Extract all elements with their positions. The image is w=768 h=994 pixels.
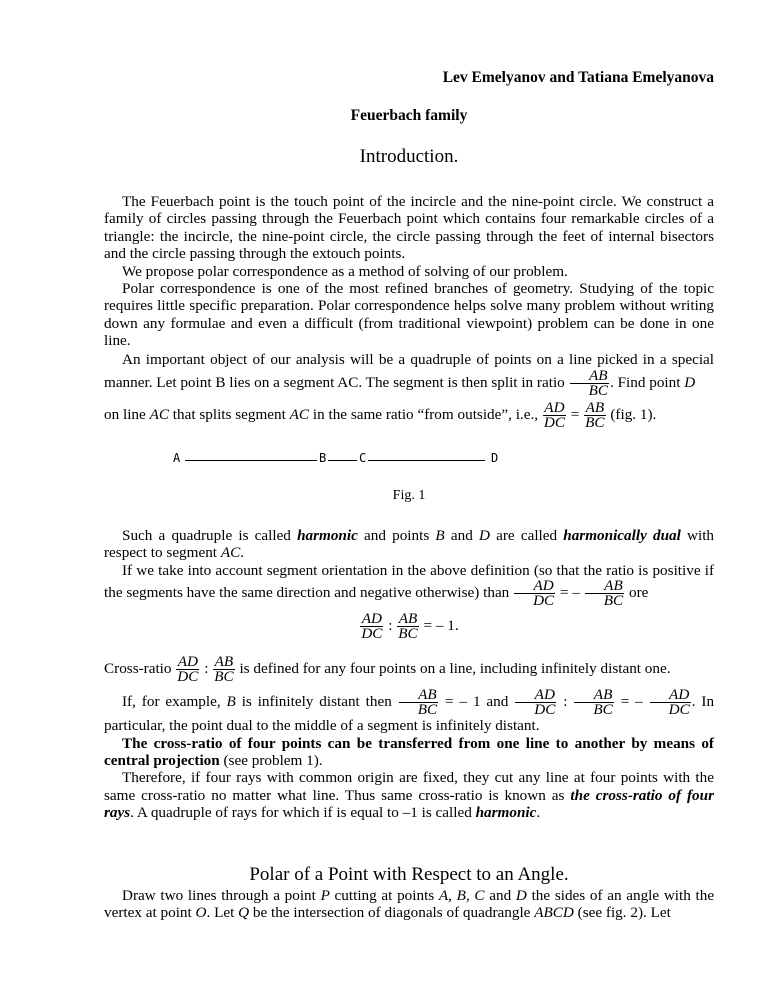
equation-cross-ratio: $\frac{AD}{DC}$ : $\frac{AB}{BC}$ = – 1. bbox=[361, 610, 459, 643]
point-label-d: D bbox=[491, 451, 499, 465]
polar-text: Draw two lines through a point P cutting at points A, B, C and D the sides of an angle with the vertex at point O. Let Q be the intersection of diagonals of quadrangle ABCD (see fig. 2). Let bbox=[104, 887, 715, 922]
paragraph: An important object of our analysis will be a quadruple of points on a line picked in a special manner. Let point B lies on a segment AC. The segment is then split in ratio $\frac{AB}{BC}$ . Find point D bbox=[104, 350, 714, 399]
figure-1-caption: Fig. 1 bbox=[392, 488, 426, 503]
paragraph: on line AC that splits segment AC in the same ratio “from outside”, i.e., $\frac{AD}{DC}$ = $\frac{AB}{BC}$ (fig. 1). bbox=[104, 398, 657, 431]
paragraph: Polar correspondence is one of the most refined branches of geometry. Studying of the topic requires little specific preparation. Polar correspondence helps solve many problem without writing down any formulae and even a difficult (from traditional viewpoint) problem can be done in one line. bbox=[104, 280, 714, 350]
authors: Lev Emelyanov and Tatiana Emelyanova bbox=[442, 69, 714, 86]
point-label-c: C bbox=[357, 450, 368, 467]
paragraph: We propose polar correspondence as a method of solving of our problem. bbox=[122, 262, 568, 280]
book-title: Feuerbach family bbox=[350, 107, 468, 124]
section-title-polar: Polar of a Point with Respect to an Angle. bbox=[249, 864, 569, 885]
point-label-a: A bbox=[173, 451, 181, 465]
fraction-ab-bc: $\frac{AB}{BC}$ bbox=[585, 398, 605, 431]
harmonic-text: Such a quadruple is called harmonic and points B and D are called harmonically dual with respect to segment AC. If we take into account segment orientation in the above definition (so that the ratio is positive if the segments have the same direction and negative otherwise) than $\frac{AD}{DC}$ = – $\frac{AB}{BC}$ ore $\frac{AD}{DC}$ : $\frac{AB}{BC}$ = – 1. Cross-ratio $\frac{AD}{DC}$ : $\frac{AB}{BC}$ is defined for any four points on a line, including infinitely distant one. If, for example, B is infinitely distant then $\frac{AB}{BC}$ = – 1 and $\frac{AD}{DC}$ : $\frac{AB}{BC}$ = – $\frac{AD}{DC}$ . In particular, the point dual to the middle of a segment is infinitely distant. The cross-ratio of four points can be transferred from one line to another by means of central projection (see problem 1). Therefore, if four rays with common origin are fixed, they cut any line at four points with the same cross-ratio no matter what line. Thus same cross-ratio is known as the cross-ratio of four rays. A quadruple of rays for which if is equal to –1 is called harmonic. bbox=[104, 527, 715, 822]
point-label-b: B bbox=[317, 450, 328, 467]
intro-text bbox=[104, 193, 714, 430]
section-title-introduction: Introduction. bbox=[359, 146, 459, 167]
paragraph: The Feuerbach point is the touch point of the incircle and the nine-point circle. We construct a family of circles passing through the Feuerbach point which contains four remarkable circles of a triangle: the incircle, the nine-point circle, the circle passing through the feet of internal bisectors and the circle passing through the extouch points. bbox=[104, 193, 714, 263]
figure-1-line bbox=[173, 450, 499, 472]
fraction-ad-dc: $\frac{AD}{DC}$ bbox=[543, 398, 565, 431]
segment-line bbox=[185, 460, 485, 461]
fraction-ab-bc: $\frac{AB}{BC}$ bbox=[570, 369, 609, 398]
